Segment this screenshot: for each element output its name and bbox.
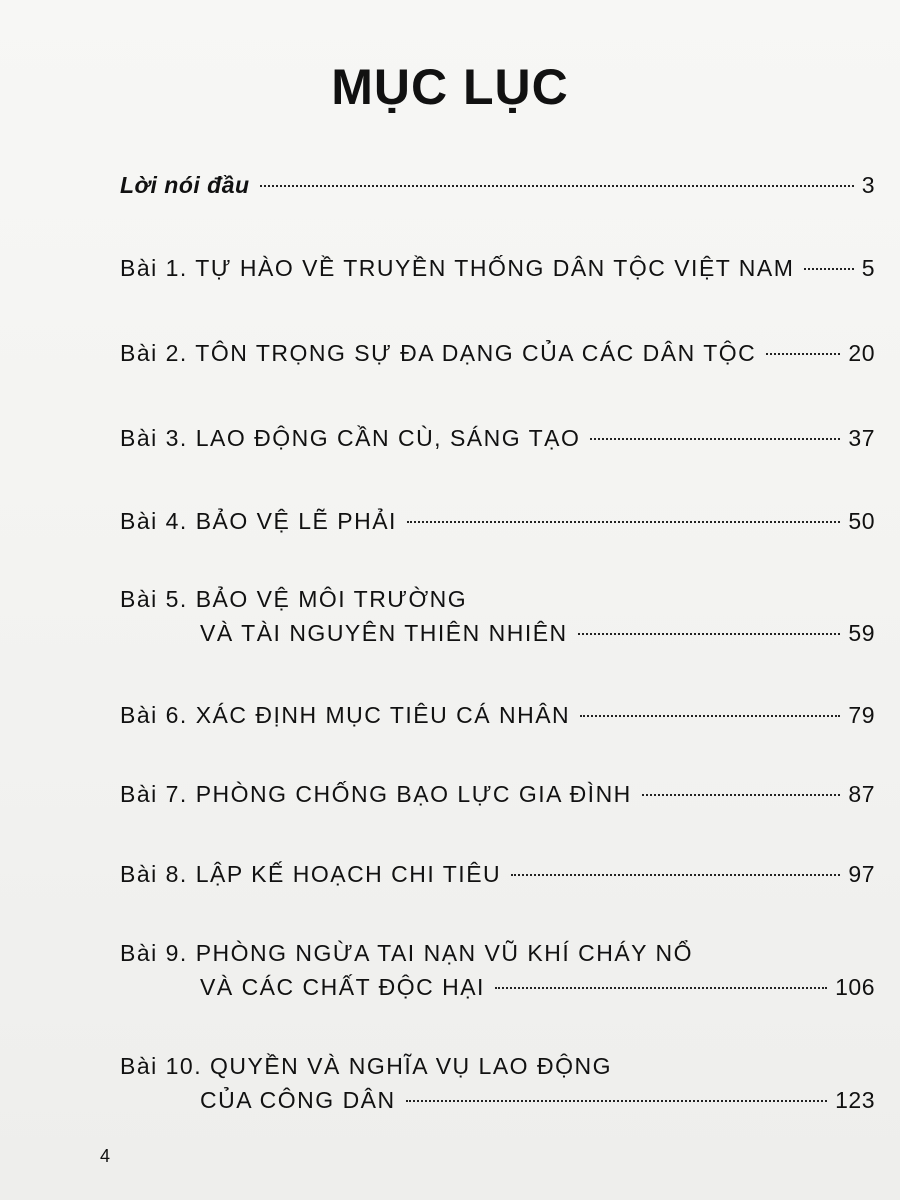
toc-label: Lời nói đầu [120, 172, 250, 198]
toc-page-number: 106 [835, 974, 875, 1000]
toc-entry-lesson-8 [120, 861, 875, 891]
toc-page-number: 87 [848, 781, 875, 807]
toc-label-continued: VÀ CÁC CHẤT ĐỘC HẠI [200, 974, 485, 1000]
toc-page-number: 123 [835, 1087, 875, 1113]
toc-page-number: 20 [848, 340, 875, 366]
toc-page-number: 59 [848, 620, 875, 646]
toc-page-number: 79 [848, 702, 875, 728]
toc-label: Bài 9. PHÒNG NGỪA TAI NẠN VŨ KHÍ CHÁY NỔ [120, 940, 693, 966]
toc-label: Bài 6. XÁC ĐỊNH MỤC TIÊU CÁ NHÂN [120, 702, 571, 728]
toc-entry-lesson-5 [120, 586, 875, 650]
toc-entry-foreword [120, 172, 875, 202]
toc-label-continued: CỦA CÔNG DÂN [200, 1087, 396, 1113]
toc-label: Bài 7. PHÒNG CHỐNG BẠO LỰC GIA ĐÌNH [120, 781, 632, 807]
toc-entry-lesson-7 [120, 781, 875, 811]
toc-page-number: 37 [848, 425, 875, 451]
toc-entry-lesson-2 [120, 340, 875, 370]
toc-entry-lesson-1 [120, 255, 875, 285]
page-folio: 4 [100, 1146, 111, 1166]
dot-leader [590, 436, 840, 440]
dot-leader [642, 792, 841, 796]
toc-label: Bài 2. TÔN TRỌNG SỰ ĐA DẠNG CỦA CÁC DÂN TỘC [120, 340, 757, 366]
dot-leader [511, 872, 840, 876]
toc-label: Bài 5. BẢO VỆ MÔI TRƯỜNG [120, 586, 468, 612]
toc-page-number: 5 [861, 255, 875, 281]
dot-leader [580, 713, 840, 717]
toc-label-continued: VÀ TÀI NGUYÊN THIÊN NHIÊN [200, 620, 568, 646]
dot-leader [766, 351, 840, 355]
toc-page-number: 50 [848, 508, 875, 534]
dot-leader [495, 985, 827, 989]
dot-leader [578, 631, 841, 635]
toc-label: Bài 3. LAO ĐỘNG CẦN CÙ, SÁNG TẠO [120, 425, 581, 451]
dot-leader [406, 1098, 827, 1102]
page-title: MỤC LỤC [331, 59, 569, 115]
toc-entry-lesson-9 [120, 940, 875, 1004]
toc-entry-lesson-6 [120, 702, 875, 732]
toc-label: Bài 1. TỰ HÀO VỀ TRUYỀN THỐNG DÂN TỘC VIỆT NAM [120, 255, 795, 281]
toc-entry-lesson-3 [120, 425, 875, 455]
toc-entry-lesson-4 [120, 508, 875, 538]
toc-page-number: 97 [848, 861, 875, 887]
toc-entry-lesson-10 [120, 1053, 875, 1117]
dot-leader [804, 266, 853, 270]
toc-label: Bài 4. BẢO VỆ LẼ PHẢI [120, 508, 397, 534]
dot-leader [260, 183, 854, 187]
dot-leader [407, 519, 840, 523]
toc-label: Bài 8. LẬP KẾ HOẠCH CHI TIÊU [120, 861, 502, 887]
toc-label: Bài 10. QUYỀN VÀ NGHĨA VỤ LAO ĐỘNG [120, 1053, 612, 1079]
toc-page-number: 3 [861, 172, 875, 198]
